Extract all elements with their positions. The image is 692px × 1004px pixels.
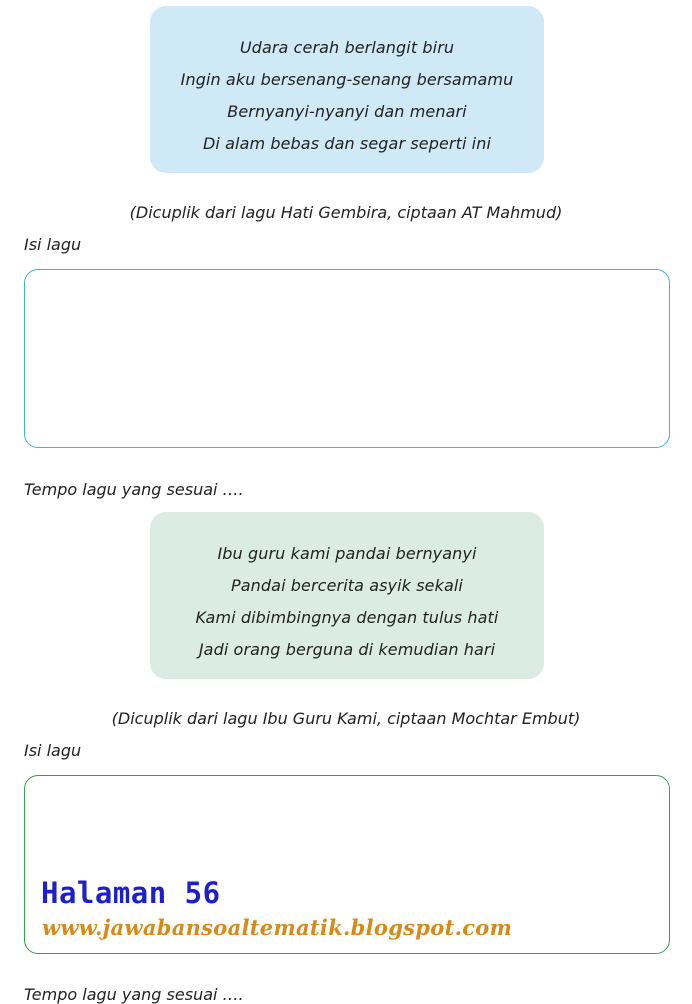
lyric-line: Jadi orang berguna di kemudian hari <box>198 640 496 659</box>
lyric-line: Bernyanyi-nyanyi dan menari <box>227 102 467 121</box>
tempo-label: Tempo lagu yang sesuai …. <box>24 480 244 499</box>
lyric-line: Kami dibimbingnya dengan tulus hati <box>195 608 499 627</box>
song-content-answer-box[interactable] <box>24 269 670 448</box>
song-content-label: Isi lagu <box>24 235 82 254</box>
tempo-label: Tempo lagu yang sesuai …. <box>24 985 244 1004</box>
watermark-url: www.jawabansoaltematik.blogspot.com <box>42 915 513 940</box>
lyric-line: Ingin aku bersenang-senang bersamamu <box>180 70 514 89</box>
lyric-box-ibu-guru-kami <box>150 512 544 679</box>
lyric-line: Ibu guru kami pandai bernyanyi <box>217 544 477 563</box>
song-content-label: Isi lagu <box>24 741 82 760</box>
song-source-caption: (Dicuplik dari lagu Ibu Guru Kami, ciptaan Mochtar Embut) <box>111 709 581 728</box>
lyric-line: Di alam bebas dan segar seperti ini <box>202 134 492 153</box>
lyric-box-hati-gembira <box>150 6 544 173</box>
lyric-line: Pandai bercerita asyik sekali <box>231 576 463 595</box>
watermark-page-title: Halaman 56 <box>41 876 221 910</box>
song-source-caption: (Dicuplik dari lagu Hati Gembira, ciptaan AT Mahmud) <box>129 203 563 222</box>
lyric-line: Udara cerah berlangit biru <box>239 38 455 57</box>
